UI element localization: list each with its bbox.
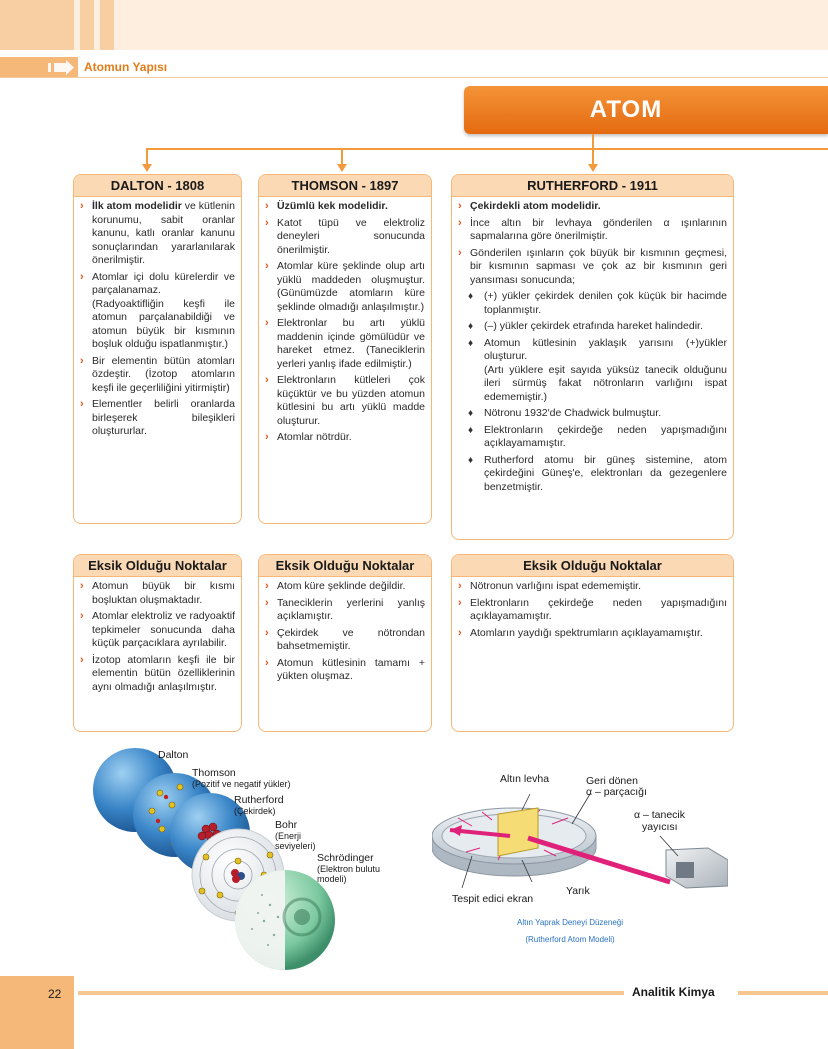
top-stripe xyxy=(0,0,74,50)
section-title: Atomun Yapısı xyxy=(84,60,168,74)
footer-marker xyxy=(0,976,74,1049)
list-item: › Çekirdek ve nötrondan bahsetmemiştir. xyxy=(265,626,425,652)
list-item: › Çekirdekli atom modelidir. xyxy=(458,200,601,212)
list-item: › Atomun kütlesinin tamamı + yükten oluşmaz. xyxy=(265,656,425,682)
section-marker xyxy=(0,57,78,78)
dalton-deficiency-card xyxy=(73,554,242,732)
card-title: RUTHERFORD - 1911 xyxy=(452,175,733,197)
list-item: › İzotop atomların keşfi ile bir elementin bütün özelliklerinin aynı olmadığı anlaşılmıştır. xyxy=(80,653,235,693)
thomson-card xyxy=(258,174,432,524)
label-thomson-sub: (Pozitif ve negatif yükler) xyxy=(192,779,291,789)
top-band xyxy=(0,0,828,50)
section-header xyxy=(0,57,828,78)
footer-rule xyxy=(738,991,828,995)
arrow-right-icon xyxy=(0,57,78,78)
sub-item: ♦ Atomun kütlesinin yaklaşık yarısını (+)yükler oluşturur. xyxy=(468,336,727,362)
dalton-card xyxy=(73,174,242,524)
label-schrodinger: Schrödinger xyxy=(317,852,374,864)
arrow-down-icon xyxy=(588,164,598,172)
connector-line xyxy=(146,148,148,164)
arrow-down-icon xyxy=(337,164,347,172)
list-item: › Elementler belirli oranlarda birleşerek bileşikleri oluştururlar. xyxy=(80,398,235,437)
label-bohr: Bohr xyxy=(275,819,298,831)
page-number: 22 xyxy=(48,987,62,1001)
sub-item: ♦ Elektronların çekirdeğe neden yapışmadığını açıklayamamıştır. xyxy=(468,423,727,449)
card-title: THOMSON - 1897 xyxy=(259,175,431,197)
list-item: › Atomlar elektroliz ve radyoaktif tepkimeler sonucunda daha küçük parçacıklara ayrılabilir. xyxy=(80,610,235,649)
list-item: › Atomların yaydığı spektrumların açıklayamamıştır. xyxy=(458,626,703,639)
arrow-down-icon xyxy=(142,164,152,172)
rutherford-deficiency-card xyxy=(451,554,734,732)
connector-line xyxy=(341,148,343,164)
rutherford-card xyxy=(451,174,734,540)
thomson-deficiency-card xyxy=(258,554,432,732)
list-item: › Bir elementin bütün atomları özdeştir. (İzotop atomların keşfi ile geçerliliğini yitirmiştir) xyxy=(80,354,235,394)
label-rutherford-sub: (Çekirdek) xyxy=(234,806,276,816)
list-item: › Elektronların çekirdeğe neden yapışmadığını açıklayamamıştır. xyxy=(458,596,727,622)
list-item: › Elektronların kütleleri çok küçüktür ve bu yüzden atomun kütlesini bu artı yüklü madde oluşturur. xyxy=(265,374,425,427)
main-title: ATOM xyxy=(589,96,663,123)
card-title: DALTON - 1808 xyxy=(74,175,241,197)
list-item: › Atom küre şeklinde değildir. xyxy=(265,580,406,592)
footer-rule xyxy=(78,991,624,995)
connector-line xyxy=(146,148,828,150)
list-item: › Atomlar içi dolu kürelerdir ve parçalanamaz. (Radyoaktifliğin keşfi ile atomun parçalanabildiği ve atomun büyük bir kısmının boşluk olduğu ispatlanmıştır.) xyxy=(80,270,235,350)
list-item: › Taneciklerin yerlerini yanlış açıklamıştır. xyxy=(265,596,425,622)
list-item: › Atomlar küre şeklinde olup artı yüklü maddeden oluşmuştur. (Günümüzde atomların küre şeklinde olmadığı anlaşılmıştır.) xyxy=(265,260,425,313)
list-item: › Atomun büyük bir kısmı boşluktan oluşmaktadır. xyxy=(80,580,235,606)
alpha-emitter xyxy=(666,848,728,888)
atom-title-box xyxy=(464,86,828,134)
card-title: Eksik Olduğu Noktalar xyxy=(452,555,733,577)
label-alpha-emitter: α – tanecik xyxy=(634,809,686,821)
label-slit: Yarık xyxy=(566,885,590,897)
card-title: Eksik Olduğu Noktalar xyxy=(74,555,241,577)
gold-foil-experiment xyxy=(432,790,728,900)
list-item: › Elektronlar bu artı yüklü maddenin içinde gömülüdür ve hareket etmez. (Taneciklerin yerleri yanlış ifade edilmiştir.) xyxy=(265,317,425,370)
list-item: › Katot tüpü ve elektroliz deneyleri sonucunda önerilmiştir. xyxy=(265,216,425,256)
book-title: Analitik Kimya xyxy=(632,985,715,999)
label-bohr-sub: (Enerji seviyeleri) xyxy=(275,831,316,851)
sub-item: ♦ (–) yükler çekirdek etrafında hareket halindedir. xyxy=(468,320,703,332)
top-stripe xyxy=(80,0,94,50)
label-emitter: yayıcısı xyxy=(642,821,678,833)
connector-line xyxy=(592,134,594,164)
figure-caption-sub: (Rutherford Atom Modeli) xyxy=(525,935,615,944)
label-schrodinger-sub: (Elektron bulutu modeli) xyxy=(317,864,381,884)
sub-item: ♦ Rutherford atomu bir güneş sistemine, atom çekirdeğini Güneş'e, elektronları da gezegenlere benzetmiştir. xyxy=(468,453,727,493)
label-rutherford: Rutherford xyxy=(234,794,284,806)
list-item: › Nötronun varlığını ispat edememiştir. xyxy=(458,580,641,592)
list-item: › Üzümlü kek modelidir. xyxy=(265,200,388,212)
label-returning: Geri dönen xyxy=(586,775,638,787)
top-stripe xyxy=(100,0,114,50)
label-alpha-particle: α – parçacığı xyxy=(586,786,647,798)
label-screen: Tespit edici ekran xyxy=(452,893,534,905)
note-text: (Artı yüklere eşit sayıda yüksüz tanecik olduğunu ileri sürmüş fakat nötronların varlığını ispat edememiştir.) xyxy=(484,363,727,403)
gold-foil xyxy=(498,808,538,856)
label-thomson: Thomson xyxy=(192,767,236,779)
list-item: › İlk atom modelidir ve kütlenin korunumu, sabit oranlar kanunu, katlı oranlar kanunu sonuçlarından yararlanılarak önerilmiştir. xyxy=(80,200,235,266)
list-item: › İnce altın bir levhaya gönderilen α ışınlarının sapmalarına göre önerilmiştir. xyxy=(458,216,727,242)
sub-item: ♦ (+) yükler çekirdek denilen çok küçük bir hacimde toplanmıştır. xyxy=(468,290,727,316)
list-item: › Gönderilen ışınların çok büyük bir kısmının geçmesi, bir kısmının sapması ve çok az bir kısmının geri yansıması sonucunda; xyxy=(458,246,727,286)
figure-caption: Altın Yaprak Deneyi Düzeneği xyxy=(517,918,623,927)
sub-item: ♦ Nötronu 1932'de Chadwick bulmuştur. xyxy=(468,407,662,419)
label-dalton: Dalton xyxy=(158,749,189,761)
card-title: Eksik Olduğu Noktalar xyxy=(259,555,431,577)
label-gold-foil: Altın levha xyxy=(500,773,550,785)
list-item: › Atomlar nötrdür. xyxy=(265,431,352,443)
